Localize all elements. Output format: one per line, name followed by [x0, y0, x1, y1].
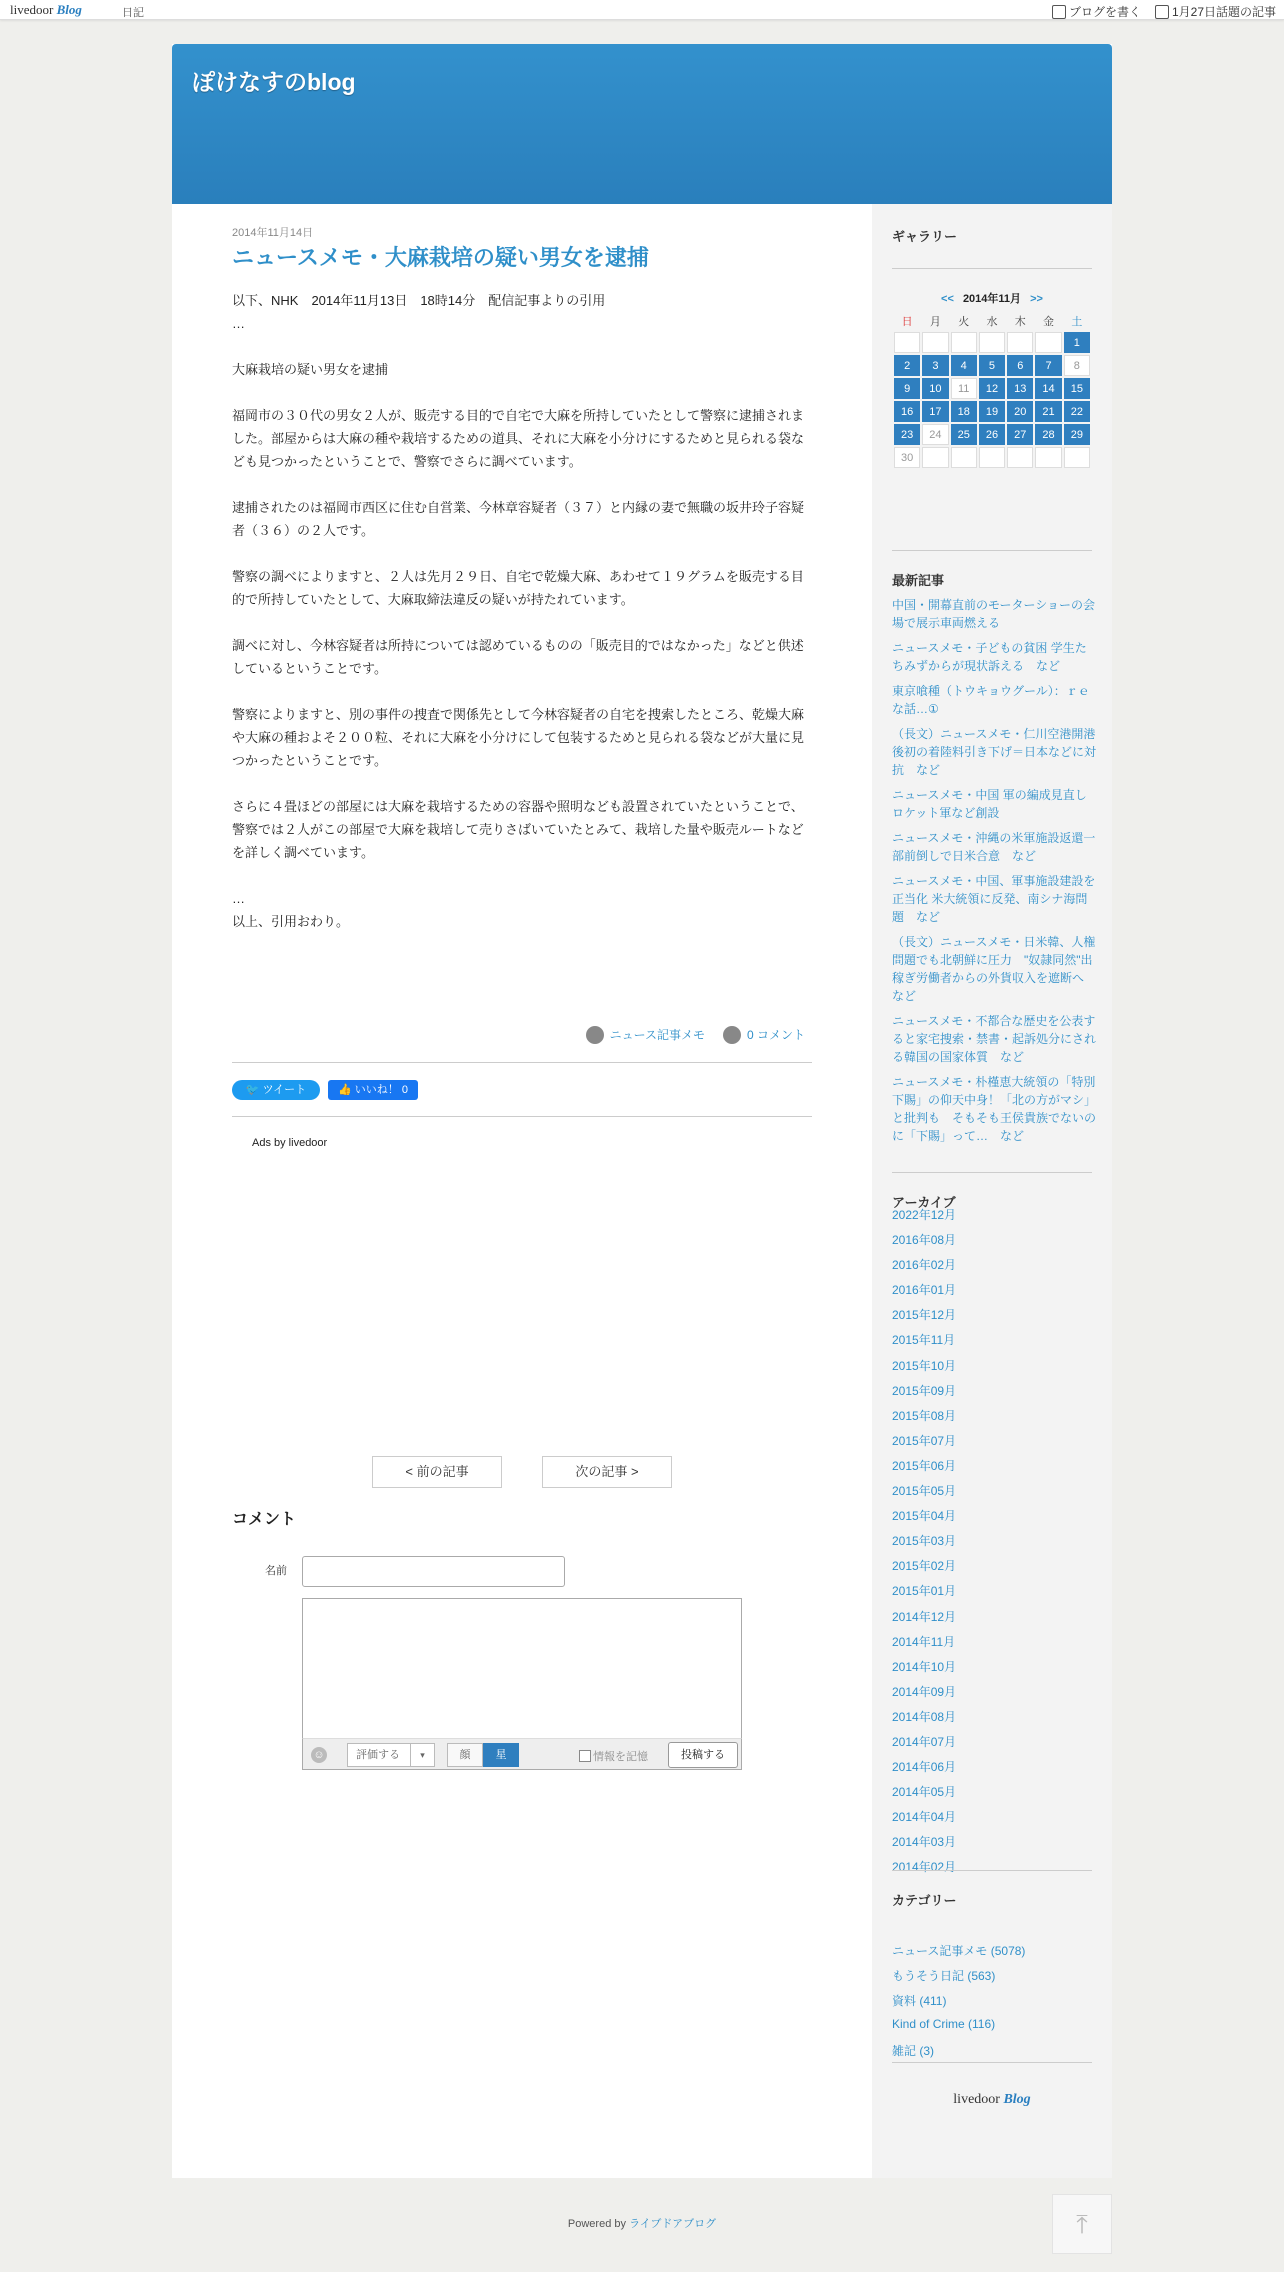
- archive-link[interactable]: 2015年02月: [892, 1559, 957, 1574]
- calendar-nav: [892, 290, 1092, 306]
- article-paragraph: 調べに対し、今林容疑者は所持については認めているものの「販売目的ではなかった」などと供述しているということです。: [232, 638, 804, 676]
- archive-link[interactable]: 2022年12月: [892, 1208, 957, 1222]
- archive-link[interactable]: 2014年10月: [892, 1659, 957, 1674]
- sidebar-logo-blog: Blog: [1003, 2092, 1031, 2107]
- calendar-day[interactable]: 20: [1007, 401, 1033, 422]
- category-link[interactable]: ニュース記事メモ (5078): [892, 1944, 1026, 1958]
- article-date: 2014年11月14日: [232, 227, 314, 239]
- archive-link[interactable]: 2015年08月: [892, 1408, 957, 1423]
- calendar-day[interactable]: 16: [894, 401, 920, 422]
- archive-link[interactable]: 2014年06月: [892, 1760, 957, 1775]
- calendar-day[interactable]: 26: [979, 424, 1005, 445]
- category-heading: カテゴリー: [892, 1893, 957, 1908]
- comments-count: 0 コメント: [746, 1028, 805, 1042]
- star-option[interactable]: 星: [483, 1743, 519, 1767]
- archive-link[interactable]: 2015年11月: [892, 1333, 956, 1348]
- nikki-link[interactable]: 日記: [122, 7, 144, 19]
- checkbox-icon: [579, 1750, 591, 1762]
- livedoor-blog-logo[interactable]: [10, 2, 82, 18]
- archive-link[interactable]: 2014年04月: [892, 1810, 957, 1825]
- calendar-weekday: 金: [1043, 316, 1055, 328]
- archive-link[interactable]: 2014年03月: [892, 1835, 957, 1850]
- archive-list: [892, 1206, 956, 1884]
- calendar-day: [951, 447, 977, 468]
- calendar-day[interactable]: 18: [951, 401, 977, 422]
- comment-bubble-icon: [723, 1026, 741, 1044]
- write-blog-label: ブログを書く: [1068, 5, 1141, 19]
- topic-link[interactable]: [1155, 3, 1276, 20]
- calendar-day: [922, 447, 948, 468]
- calendar-prev[interactable]: <<: [941, 293, 954, 305]
- comment-toolbar: [302, 1738, 742, 1770]
- calendar-day[interactable]: 4: [951, 355, 977, 376]
- gallery-heading: ギャラリー: [892, 229, 958, 244]
- article-paragraph: 逮捕されたのは福岡市西区に住む自営業、今林章容疑者（３７）と内縁の妻で無職の坂井玲子容疑者（３６）の２人です。: [232, 500, 805, 538]
- recent-article-link[interactable]: ニュースメモ・子どもの貧困 学生たちみずからが現状訴える など: [892, 641, 1087, 673]
- recent-article-link[interactable]: ニュースメモ・沖縄の米軍施設返還一部前倒しで日米合意 など: [892, 831, 1096, 863]
- rate-dropdown[interactable]: [347, 1743, 435, 1767]
- top-bar: [0, 0, 1284, 20]
- calendar-day: [894, 332, 920, 353]
- archive-link[interactable]: 2014年11月: [892, 1634, 956, 1649]
- like-button[interactable]: 👍 いいね！ 0: [328, 1080, 418, 1100]
- recent-article-link[interactable]: 東京喰種（トウキョウグール）：ｒｅな話…①: [892, 684, 1090, 716]
- archive-link[interactable]: 2014年09月: [892, 1684, 957, 1699]
- recent-article-link[interactable]: ニュースメモ・中国、軍事施設建設を正当化 米大統領に反発、南シナ海問題 など: [892, 874, 1096, 924]
- calendar-icon: [1155, 5, 1169, 19]
- archive-link[interactable]: 2015年03月: [892, 1534, 957, 1549]
- calendar-weekday: 月: [929, 316, 941, 328]
- topic-label: 1月27日話題の記事: [1171, 5, 1276, 19]
- archive-link[interactable]: 2014年05月: [892, 1785, 957, 1800]
- tweet-label: ツイート: [262, 1084, 307, 1096]
- category-link[interactable]: 雑記 (3): [892, 2044, 935, 2058]
- submit-button[interactable]: 投稿する: [668, 1742, 738, 1768]
- calendar-day[interactable]: 25: [951, 424, 977, 445]
- face-option[interactable]: 顔: [447, 1743, 483, 1767]
- recent-article-link[interactable]: ニュースメモ・中国 軍の編成見直しロケット軍など創設: [892, 788, 1087, 820]
- recent-heading: 最新記事: [892, 573, 945, 588]
- calendar-day[interactable]: 27: [1007, 424, 1033, 445]
- calendar-day[interactable]: 28: [1035, 424, 1061, 445]
- article-meta: [586, 1026, 805, 1044]
- calendar-day[interactable]: 2: [894, 355, 920, 376]
- calendar-day: 30: [894, 447, 920, 468]
- tweet-button[interactable]: 🐦 ツイート: [232, 1080, 320, 1100]
- calendar-day[interactable]: 6: [1007, 355, 1033, 376]
- article-paragraph: 警察の調べによりますと、２人は先月２９日、自宅で乾燥大麻、あわせて１９グラムを販売する目的で所持していたとして、大麻取締法違反の疑いが持たれています。: [232, 569, 804, 607]
- livedoor-blog-link[interactable]: ライブドアブログ: [629, 2218, 717, 2230]
- article-paragraph: 警察によりますと、別の事件の捜査で関係先として今林容疑者の自宅を捜索したところ、乾燥大麻や大麻の種およそ２００粒、それに大麻を小分けにして包装するためと見られる袋などが大量に見つかったということです。: [232, 707, 805, 768]
- calendar-day: [979, 447, 1005, 468]
- archive-link[interactable]: 2014年08月: [892, 1709, 957, 1724]
- sidebar-logo-text: livedoor: [953, 2092, 1000, 2107]
- calendar-day[interactable]: 22: [1064, 401, 1090, 422]
- calendar-day[interactable]: 12: [979, 378, 1005, 399]
- archive-link[interactable]: 2015年07月: [892, 1433, 957, 1448]
- calendar-day: 11: [951, 378, 977, 399]
- calendar-day[interactable]: 23: [894, 424, 920, 445]
- divider: [232, 1116, 812, 1117]
- calendar-day[interactable]: 14: [1035, 378, 1061, 399]
- powered-by-text: Powered by: [567, 2218, 626, 2230]
- calendar-day[interactable]: 3: [922, 355, 948, 376]
- archive-link[interactable]: 2015年10月: [892, 1358, 957, 1373]
- divider: [232, 1062, 812, 1063]
- folder-icon: [586, 1026, 604, 1044]
- archive-link[interactable]: 2016年08月: [892, 1233, 957, 1248]
- calendar-day[interactable]: 17: [922, 401, 948, 422]
- category-list: [892, 1942, 1025, 2067]
- divider: [892, 2062, 1092, 2063]
- archive-link[interactable]: 2015年09月: [892, 1383, 957, 1398]
- comment-textarea[interactable]: [302, 1598, 742, 1738]
- category-label: ニュース記事メモ: [609, 1028, 705, 1042]
- archive-link[interactable]: 2014年12月: [892, 1609, 957, 1624]
- recent-article-link[interactable]: （長文）ニュースメモ・日米韓、人権問題でも北朝鮮に圧力 "奴隷同然"出稼ぎ労働者からの外貨収入を遮断へ など: [892, 935, 1097, 1003]
- calendar-day[interactable]: 13: [1007, 378, 1033, 399]
- calendar-day[interactable]: 1: [1064, 332, 1090, 353]
- archive-link[interactable]: 2016年01月: [892, 1283, 957, 1298]
- chevron-down-icon: ▾: [410, 1744, 434, 1766]
- logo-blog-text: Blog: [56, 2, 82, 17]
- article-paragraph: 以下、NHK 2014年11月13日 18時14分 配信記事よりの引用 …: [232, 293, 606, 331]
- category-link[interactable]: 資料 (411): [892, 1994, 947, 2008]
- recent-article-link[interactable]: 中国・開幕直前のモーターショーの会場で展示車両燃える: [892, 598, 1096, 630]
- logo-text: livedoor: [10, 2, 54, 17]
- article-title[interactable]: ニュースメモ・大麻栽培の疑い男女を逮捕: [232, 245, 649, 270]
- calendar-day: 24: [922, 424, 948, 445]
- calendar-day[interactable]: 7: [1035, 355, 1061, 376]
- article-paragraph: さらに４畳ほどの部屋には大麻を栽培するための容器や照明なども設置されていたということで、警察では２人がこの部屋で大麻を栽培して売りさばいていたとみて、栽培した量や販売ルートなどを詳しく調べています。: [232, 799, 804, 860]
- article-paragraph: … 以上、引用おわり。: [232, 891, 350, 929]
- archive-heading: アーカイブ: [892, 1195, 956, 1210]
- sidebar-logo[interactable]: [872, 2092, 1112, 2108]
- archive-link[interactable]: 2016年02月: [892, 1258, 957, 1273]
- pencil-icon: [1052, 5, 1066, 19]
- calendar-day: [1035, 332, 1061, 353]
- arrow-up-icon: ⤒: [1076, 2209, 1088, 2239]
- sidebar: [872, 204, 1112, 2178]
- archive-link[interactable]: 2015年06月: [892, 1458, 957, 1473]
- archive-link[interactable]: 2015年04月: [892, 1509, 957, 1524]
- calendar-weekday: 日: [901, 316, 913, 328]
- calendar-weekday: 土: [1071, 316, 1083, 328]
- calendar-day: [922, 332, 948, 353]
- like-label: いいね！ 0: [354, 1084, 408, 1096]
- recent-list: [892, 596, 1097, 1152]
- comments-link[interactable]: [723, 1026, 805, 1044]
- rate-label: 評価する: [356, 1749, 400, 1761]
- calendar-day[interactable]: 21: [1035, 401, 1061, 422]
- calendar-day[interactable]: 29: [1064, 424, 1090, 445]
- recent-article-link[interactable]: ニュースメモ・朴槿恵大統領の「特別下賜」の仰天中身！「北の方がマシ」と批判も そもそも王侯貴族でないのに「下賜」って… など: [892, 1075, 1097, 1143]
- calendar-next[interactable]: >>: [1030, 293, 1043, 305]
- blog-header: [172, 44, 1112, 204]
- next-article-button[interactable]: 次の記事 >: [542, 1456, 672, 1488]
- name-label: 名前: [265, 1565, 287, 1577]
- archive-link[interactable]: 2015年12月: [892, 1308, 957, 1323]
- divider: [892, 268, 1092, 269]
- recent-article-link[interactable]: ニュースメモ・不都合な歴史を公表すると家宅捜索・禁書・起訴処分にされる韓国の国家体質 など: [892, 1014, 1097, 1064]
- divider: [892, 1870, 1092, 1871]
- category-link[interactable]: [586, 1026, 705, 1044]
- rating-type-toggle: [447, 1743, 519, 1767]
- calendar-day[interactable]: 9: [894, 378, 920, 399]
- calendar-day: 8: [1064, 355, 1090, 376]
- comment-heading: コメント: [232, 1511, 297, 1528]
- archive-link[interactable]: 2015年01月: [892, 1584, 957, 1599]
- calendar-day: [1007, 332, 1033, 353]
- article-paragraph: 福岡市の３０代の男女２人が、販売する目的で自宅で大麻を所持していたとして警察に逮捕されました。部屋からは大麻の種や栽培するための道具、それに大麻を小分けにするためと見られる袋なども見つかったということで、警察でさらに調べています。: [232, 408, 805, 469]
- scroll-to-top-button[interactable]: [1052, 2194, 1112, 2254]
- divider: [892, 1172, 1092, 1173]
- calendar-month: 2014年11月: [962, 293, 1022, 305]
- write-blog-link[interactable]: [1052, 3, 1141, 20]
- category-link[interactable]: Kind of Crime (116): [892, 2017, 996, 2031]
- calendar-day: [979, 332, 1005, 353]
- calendar-day: [1007, 447, 1033, 468]
- calendar-day: [1064, 447, 1090, 468]
- blog-container: [172, 44, 1112, 2178]
- calendar: [892, 310, 1092, 470]
- ads-label: Ads by livedoor: [252, 1137, 328, 1149]
- divider: [892, 550, 1092, 551]
- calendar-day: [1035, 447, 1061, 468]
- calendar-day[interactable]: 15: [1064, 378, 1090, 399]
- calendar-day[interactable]: 10: [922, 378, 948, 399]
- prev-article-button[interactable]: < 前の記事: [372, 1456, 502, 1488]
- calendar-weekday: 火: [958, 316, 970, 328]
- calendar-day[interactable]: 19: [979, 401, 1005, 422]
- archive-link[interactable]: 2015年05月: [892, 1484, 957, 1499]
- name-input[interactable]: [302, 1556, 565, 1587]
- calendar-weekday: 水: [986, 316, 998, 328]
- category-link[interactable]: もうそう日記 (563): [892, 1969, 996, 1983]
- remember-checkbox[interactable]: [579, 1748, 648, 1764]
- calendar-day: [951, 332, 977, 353]
- article-body: [232, 289, 812, 956]
- article-paragraph: 大麻栽培の疑い男女を逮捕: [232, 362, 389, 377]
- archive-link[interactable]: 2014年07月: [892, 1734, 957, 1749]
- recent-article-link[interactable]: （長文）ニュースメモ・仁川空港開港後初の着陸料引き下げ＝日本などに対抗 など: [892, 727, 1097, 777]
- archive-link[interactable]: 2014年02月: [892, 1860, 957, 1875]
- emoji-icon[interactable]: ☺: [311, 1747, 327, 1763]
- remember-label: 情報を記憶: [593, 1751, 648, 1763]
- calendar-weekday: 木: [1014, 316, 1026, 328]
- calendar-day[interactable]: 5: [979, 355, 1005, 376]
- blog-title[interactable]: ぽけなすのblog: [192, 69, 356, 95]
